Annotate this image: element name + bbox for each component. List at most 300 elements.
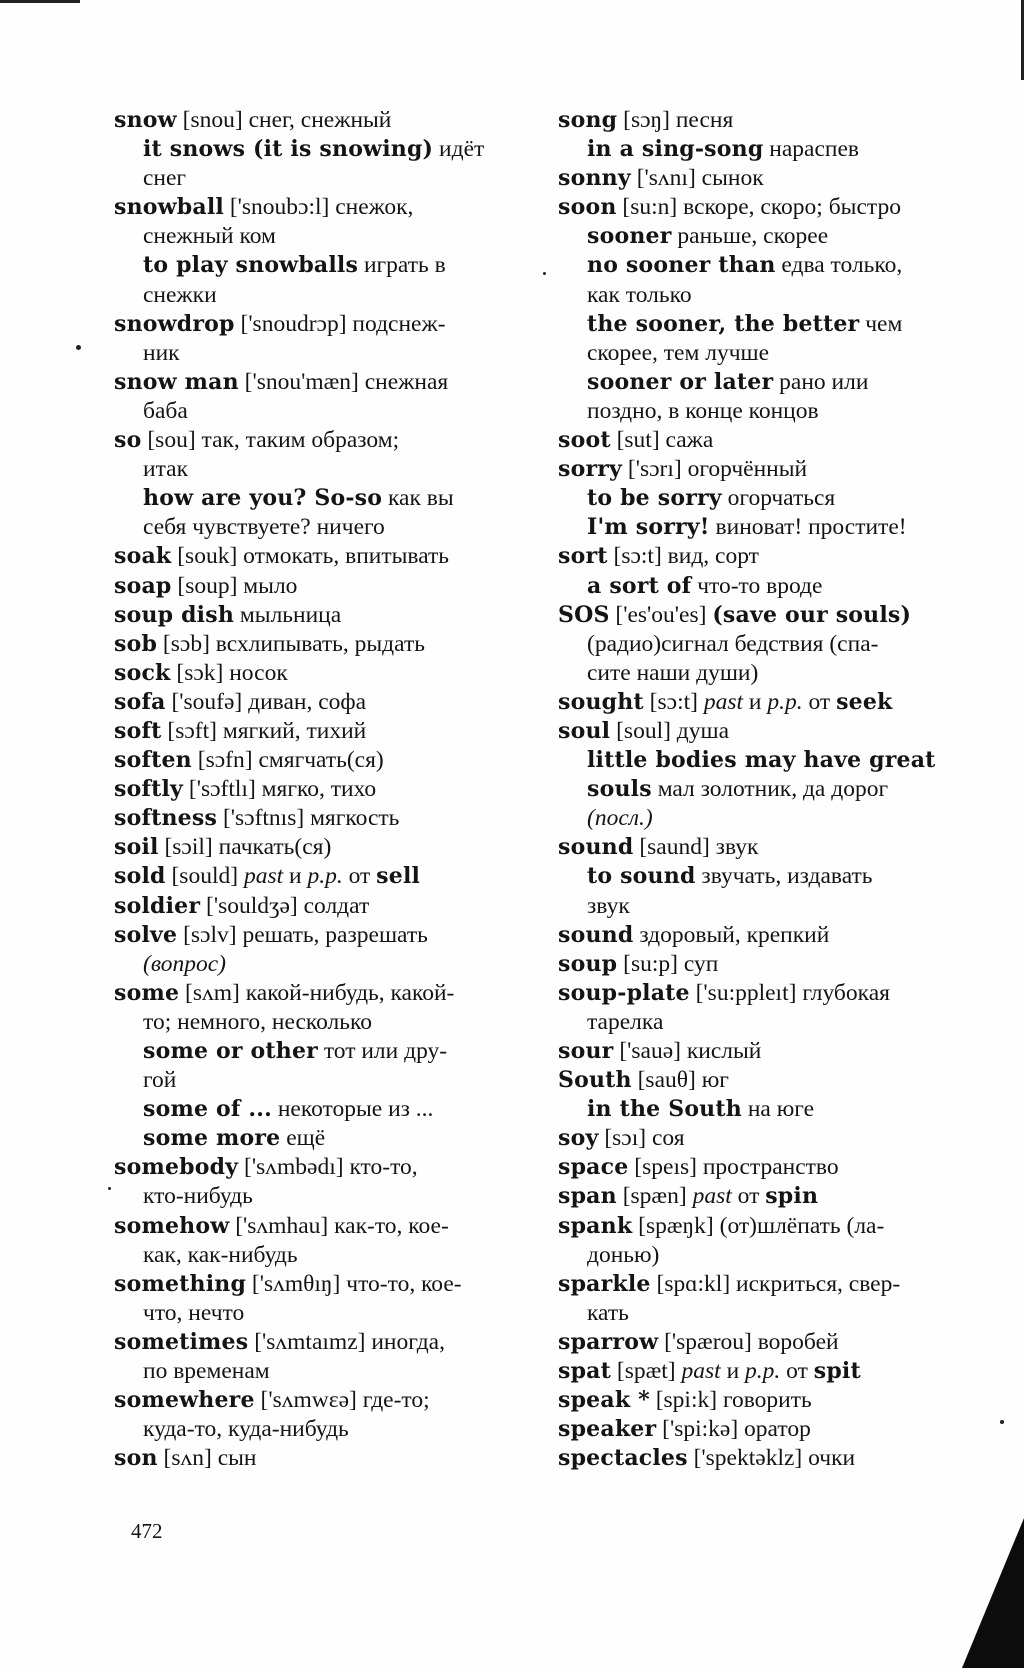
transcription: ['snou'mæn]	[244, 368, 359, 395]
scan-edge-right	[1011, 0, 1024, 80]
transcription: [saund]	[639, 834, 710, 861]
dictionary-entry	[114, 572, 540, 601]
dictionary-entry	[114, 1328, 540, 1357]
headword: softly	[114, 776, 184, 803]
transcription: ['sʌnı]	[636, 165, 696, 192]
transcription: [sɔ:t]	[649, 688, 698, 715]
grammar-note: past	[681, 1358, 721, 1385]
definition: звук	[587, 892, 630, 919]
definition: отмокать, впитывать	[243, 543, 450, 570]
headword: speak *	[558, 1387, 650, 1414]
definition: снежки	[143, 281, 217, 308]
transcription: [spæŋk]	[638, 1212, 714, 1239]
dictionary-entry	[558, 1037, 978, 1066]
dictionary-entry	[558, 921, 978, 950]
headword: it snows (it is snowing)	[143, 136, 434, 163]
dictionary-entry	[114, 106, 540, 135]
definition: всхлипывать, рыдать	[215, 630, 425, 657]
transcription: [sɔil]	[164, 834, 213, 861]
definition: едва только,	[781, 252, 903, 279]
definition: кто-нибудь	[143, 1183, 253, 1210]
dictionary-entry	[558, 1444, 978, 1473]
definition: иногда,	[371, 1328, 445, 1355]
headword: sort	[558, 543, 608, 570]
transcription: ['spærou]	[664, 1328, 752, 1355]
definition: некоторые из ...	[277, 1096, 434, 1123]
transcription: [sɔb]	[162, 630, 210, 657]
dictionary-entry	[558, 542, 978, 571]
transcription: [sould]	[171, 863, 239, 890]
transcription: [spɑ:kl]	[656, 1270, 731, 1297]
headword: speaker	[558, 1416, 657, 1443]
dictionary-entry	[558, 717, 978, 746]
transcription: ['su:ppleıt]	[695, 979, 797, 1006]
dictionary-entry	[558, 1153, 978, 1182]
headword: sorry	[558, 456, 623, 483]
headword: soup	[558, 950, 618, 977]
definition: мал золотник, да дорог	[657, 776, 889, 803]
grammar-note: (вопрос)	[143, 950, 226, 977]
transcription: [sou]	[147, 427, 196, 454]
left-column	[114, 106, 540, 1473]
transcription: ['sɔftnıs]	[222, 805, 305, 832]
dictionary-entry	[558, 455, 978, 484]
grammar-note: (посл.)	[587, 805, 653, 832]
definition: сите наши души)	[587, 659, 759, 686]
dictionary-entry	[558, 1328, 978, 1357]
headword: span	[558, 1183, 617, 1210]
transcription: ['sʌmhau]	[235, 1212, 329, 1239]
headword: how are you? So-so	[143, 485, 383, 512]
transcription: ['snoudrɔp]	[240, 310, 347, 337]
headword: little bodies may have great	[587, 747, 936, 774]
dictionary-entry	[558, 426, 978, 455]
definition: носок	[229, 659, 288, 686]
dictionary-entry	[558, 106, 978, 135]
definition: очки	[808, 1445, 856, 1472]
phrase-entry	[558, 251, 978, 280]
headword: somehow	[114, 1212, 230, 1239]
definition: здоровый, крепкий	[639, 921, 830, 948]
dictionary-entry	[558, 1066, 978, 1095]
dictionary-entry	[558, 193, 978, 222]
scan-speck	[108, 1187, 111, 1190]
transcription: [souk]	[177, 543, 238, 570]
definition: мягкий, тихий	[222, 717, 367, 744]
transcription: [soup]	[177, 572, 238, 599]
definition: как-то, кое-	[334, 1212, 449, 1239]
transcription: [spæt]	[616, 1358, 676, 1385]
entry-continuation	[114, 455, 540, 484]
transcription: [sɔı]	[604, 1125, 647, 1152]
definition: на юге	[747, 1096, 815, 1123]
definition: огорчённый	[687, 456, 808, 483]
definition: поздно, в конце концов	[587, 397, 819, 424]
headword: sparrow	[558, 1328, 659, 1355]
entry-continuation	[114, 1066, 540, 1095]
headword: soldier	[114, 892, 201, 919]
transcription: [su:n]	[622, 194, 678, 221]
entry-continuation	[558, 339, 978, 368]
entry-continuation	[114, 397, 540, 426]
headword: sparkle	[558, 1270, 651, 1297]
scan-speck	[1000, 1420, 1004, 1424]
headword: to play snowballs	[143, 252, 359, 279]
dictionary-entry	[558, 1357, 978, 1386]
phrase-entry	[558, 310, 978, 339]
definition: себя чувствуете? ничего	[143, 514, 385, 541]
entry-continuation	[114, 164, 540, 193]
definition: раньше, скорее	[677, 223, 829, 250]
definition: сынок	[701, 165, 764, 192]
scan-edge-top	[0, 0, 80, 13]
phrase-entry	[114, 135, 540, 164]
headword: sour	[558, 1038, 614, 1064]
entry-continuation	[558, 659, 978, 688]
transcription: ['spektəklz]	[693, 1445, 803, 1472]
phrase-entry	[558, 572, 978, 601]
definition: соя	[651, 1125, 685, 1152]
headword: softness	[114, 805, 218, 832]
definition: пространство	[702, 1154, 839, 1181]
headword: soy	[558, 1125, 599, 1152]
definition: где-то;	[362, 1387, 430, 1414]
dictionary-entry	[114, 1386, 540, 1415]
headword: to sound	[587, 863, 696, 890]
transcription: [speıs]	[634, 1154, 697, 1181]
headword: sought	[558, 688, 644, 715]
definition: суп	[683, 950, 719, 977]
transcription: [sʌm]	[185, 979, 240, 1006]
definition: (от)шлёпать (ла-	[719, 1212, 885, 1239]
entry-continuation	[558, 630, 978, 659]
dictionary-entry	[558, 164, 978, 193]
dictionary-entry	[114, 193, 540, 222]
dictionary-entry	[558, 1182, 978, 1211]
headword: soot	[558, 427, 611, 454]
page-number: 472	[131, 1519, 163, 1543]
transcription: ['sʌmtaımz]	[254, 1328, 366, 1355]
headword: sock	[114, 659, 171, 686]
definition: говорить	[722, 1387, 812, 1414]
headword: son	[114, 1445, 158, 1472]
entry-continuation	[114, 281, 540, 310]
definition: ещё	[286, 1125, 326, 1152]
dictionary-entry	[114, 688, 540, 717]
entry-continuation	[114, 513, 540, 542]
dictionary-entry	[114, 1212, 540, 1241]
headword-reference: spin	[765, 1183, 819, 1210]
transcription: ['spi:kə]	[662, 1416, 739, 1443]
definition: песня	[675, 107, 734, 133]
transcription: [sɔft]	[167, 717, 217, 744]
definition: донью)	[587, 1241, 660, 1268]
dictionary-entry	[558, 833, 978, 862]
definition: рано или	[779, 368, 869, 395]
dictionary-entry	[114, 426, 540, 455]
definition: что-то, кое-	[346, 1270, 462, 1297]
headword: soak	[114, 543, 172, 570]
dictionary-entry	[114, 833, 540, 862]
dictionary-entry	[558, 979, 978, 1008]
transcription: [sɔfn]	[197, 747, 253, 774]
definition: подснеж-	[352, 310, 446, 337]
headword: solve	[114, 921, 178, 948]
definition: солдат	[303, 892, 370, 919]
dictionary-entry	[114, 862, 540, 891]
dictionary-entry	[558, 1415, 978, 1444]
entry-continuation	[558, 1241, 978, 1270]
transcription: ['sɔrı]	[627, 456, 682, 483]
entry-continuation	[114, 1357, 540, 1386]
phrase-entry	[558, 135, 978, 164]
definition: снег, снежный	[248, 107, 392, 133]
headword: soup-plate	[558, 979, 690, 1006]
definition: ник	[143, 339, 180, 366]
transcription: [sʌn]	[163, 1445, 212, 1472]
definition: то; немного, несколько	[143, 1008, 372, 1035]
headword: spat	[558, 1358, 611, 1385]
definition: звучать, издавать	[701, 863, 873, 890]
headword: song	[558, 107, 618, 133]
headword: soft	[114, 717, 162, 744]
dictionary-entry	[114, 775, 540, 804]
dictionary-entry	[114, 804, 540, 833]
definition: юг	[701, 1067, 729, 1094]
transcription: [su:p]	[623, 950, 678, 977]
definition: смягчать(ся)	[258, 747, 384, 774]
transcription: [sɔk]	[176, 659, 224, 686]
grammar-note: p.p.	[745, 1358, 781, 1385]
headword: sold	[114, 863, 166, 890]
dictionary-entry	[114, 892, 540, 921]
transcription: [snou]	[182, 107, 243, 133]
dictionary-entry	[558, 1124, 978, 1153]
headword: SOS	[558, 601, 610, 628]
definition: пачкать(ся)	[218, 834, 332, 861]
definition: снежная	[364, 368, 449, 395]
headword: space	[558, 1154, 629, 1181]
definition: от	[737, 1183, 760, 1210]
entry-continuation	[114, 1415, 540, 1444]
definition: искриться, свер-	[736, 1270, 901, 1297]
dictionary-entry	[114, 368, 540, 397]
headword: snow man	[114, 368, 239, 395]
phrase-entry	[114, 484, 540, 513]
transcription: ['sʌmbədı]	[244, 1154, 344, 1181]
headword: some or other	[143, 1038, 318, 1064]
headword: something	[114, 1270, 247, 1297]
definition: кто-то,	[349, 1154, 418, 1181]
headword: somebody	[114, 1154, 239, 1181]
headword: soon	[558, 194, 617, 221]
definition: как, как-нибудь	[143, 1241, 298, 1268]
headword: to be sorry	[587, 485, 722, 512]
phrase-entry	[558, 1095, 978, 1124]
dictionary-entry	[114, 630, 540, 659]
transcription: [sɔŋ]	[623, 107, 670, 133]
headword: some	[114, 979, 180, 1006]
definition: глубокая	[802, 979, 890, 1006]
phrase-entry	[114, 251, 540, 280]
definition: огорчаться	[727, 485, 836, 512]
headword: some more	[143, 1125, 281, 1152]
entry-continuation	[558, 397, 978, 426]
transcription: [sut]	[616, 427, 660, 454]
entry-continuation	[114, 1008, 540, 1037]
headword: soften	[114, 747, 192, 774]
headword-reference: seek	[836, 688, 893, 715]
definition: и	[289, 863, 302, 890]
headword: soil	[114, 834, 159, 861]
entry-continuation	[114, 950, 540, 979]
headword: spank	[558, 1212, 633, 1239]
scan-speck	[543, 272, 546, 275]
definition: мягко, тихо	[261, 776, 377, 803]
headword: snow	[114, 107, 177, 133]
definition: что, нечто	[143, 1299, 245, 1326]
dictionary-entry	[558, 1212, 978, 1241]
dictionary-entry	[114, 310, 540, 339]
definition: тот или дру-	[323, 1038, 448, 1064]
headword: sooner or later	[587, 368, 774, 395]
definition: сажа	[665, 427, 714, 454]
headword: South	[558, 1067, 632, 1094]
transcription: [sɔ:t]	[613, 543, 662, 570]
definition: кислый	[686, 1038, 762, 1064]
headword-reference: spit	[813, 1358, 861, 1385]
entry-continuation	[558, 892, 978, 921]
definition: вскоре, скоро; быстро	[683, 194, 901, 221]
dictionary-entry	[114, 542, 540, 571]
headword: I'm sorry!	[587, 514, 710, 541]
phrase-entry	[558, 513, 978, 542]
definition: тарелка	[587, 1008, 664, 1035]
transcription: [spi:k]	[655, 1387, 718, 1414]
dictionary-entry	[114, 1153, 540, 1182]
transcription: [soul]	[616, 717, 671, 744]
definition: мыло	[243, 572, 298, 599]
headword: sound	[558, 834, 634, 861]
right-column	[558, 106, 978, 1473]
dictionary-entry	[114, 921, 540, 950]
headword: souls	[587, 776, 652, 803]
definition: снежок,	[335, 194, 414, 221]
definition: играть в	[363, 252, 446, 279]
dictionary-entry	[558, 601, 978, 630]
definition: как только	[587, 281, 692, 308]
definition: оратор	[744, 1416, 811, 1443]
definition: скорее, тем лучше	[587, 339, 770, 366]
phrase-entry	[558, 746, 978, 775]
dictionary-entry	[114, 601, 540, 630]
dictionary-entry	[558, 1270, 978, 1299]
transcription: ['soufə]	[171, 688, 243, 715]
headword: sooner	[587, 223, 672, 250]
definition: что-то вроде	[697, 572, 823, 599]
entry-continuation	[558, 1008, 978, 1037]
definition: чем	[865, 310, 903, 337]
dictionary-entry	[114, 1444, 540, 1473]
phrase-entry	[558, 775, 978, 804]
definition: диван, софа	[248, 688, 367, 715]
definition: итак	[143, 456, 188, 483]
headword: spectacles	[558, 1445, 688, 1472]
definition: воробей	[757, 1328, 839, 1355]
phrase-entry	[558, 862, 978, 891]
definition: от	[348, 863, 371, 890]
entry-continuation	[114, 222, 540, 251]
transcription: [spæn]	[622, 1183, 687, 1210]
definition: так, таким образом;	[201, 427, 400, 454]
headword: so	[114, 427, 142, 454]
headword: snowball	[114, 194, 224, 221]
transcription: ['sauə]	[619, 1038, 681, 1064]
phrase-entry	[114, 1124, 540, 1153]
headword: sofa	[114, 688, 166, 715]
headword: somewhere	[114, 1387, 255, 1414]
entry-continuation	[114, 1299, 540, 1328]
headword: soap	[114, 572, 172, 599]
headword: a sort of	[587, 572, 692, 599]
phrase-entry	[114, 1037, 540, 1066]
dictionary-entry	[558, 950, 978, 979]
headword: some of ...	[143, 1096, 272, 1123]
scan-speck	[76, 345, 81, 350]
definition: от	[808, 688, 831, 715]
grammar-note: past	[243, 863, 284, 890]
dictionary-entry	[114, 1270, 540, 1299]
definition: гой	[143, 1067, 177, 1094]
definition: (радио)сигнал бедствия (спа-	[587, 630, 879, 657]
entry-continuation	[558, 281, 978, 310]
definition: от	[786, 1358, 808, 1385]
definition: по временам	[143, 1358, 270, 1385]
phrase-entry	[114, 1095, 540, 1124]
definition: звук	[715, 834, 759, 861]
definition: сын	[217, 1445, 257, 1472]
definition: идёт	[439, 136, 485, 163]
headword: sonny	[558, 165, 631, 192]
definition: какой-нибудь, какой-	[245, 979, 455, 1006]
grammar-note: past	[703, 688, 744, 715]
headword: the sooner, the better	[587, 310, 860, 337]
dictionary-entry	[558, 1386, 978, 1415]
headword: soup dish	[114, 601, 235, 628]
entry-continuation	[558, 1299, 978, 1328]
transcription: [sɔlv]	[183, 921, 237, 948]
definition: душа	[676, 717, 730, 744]
transcription: ['sʌmwɛə]	[260, 1387, 357, 1414]
definition: снег	[143, 165, 187, 192]
definition: кать	[587, 1299, 629, 1326]
phrase-entry	[558, 222, 978, 251]
headword: soul	[558, 717, 611, 744]
dictionary-entry	[114, 659, 540, 688]
transcription: ['sʌmθıŋ]	[251, 1270, 341, 1297]
entry-continuation	[114, 1241, 540, 1270]
headword: sometimes	[114, 1328, 249, 1355]
grammar-note: p.p.	[307, 863, 343, 890]
dictionary-entry	[114, 746, 540, 775]
definition: баба	[143, 397, 188, 424]
entry-continuation	[114, 339, 540, 368]
headword: snowdrop	[114, 310, 235, 337]
definition: мыльница	[239, 601, 342, 628]
definition: куда-то, куда-нибудь	[143, 1416, 349, 1443]
torn-page-corner	[962, 1518, 1024, 1668]
transcription: ['sɔftlı]	[188, 776, 256, 803]
